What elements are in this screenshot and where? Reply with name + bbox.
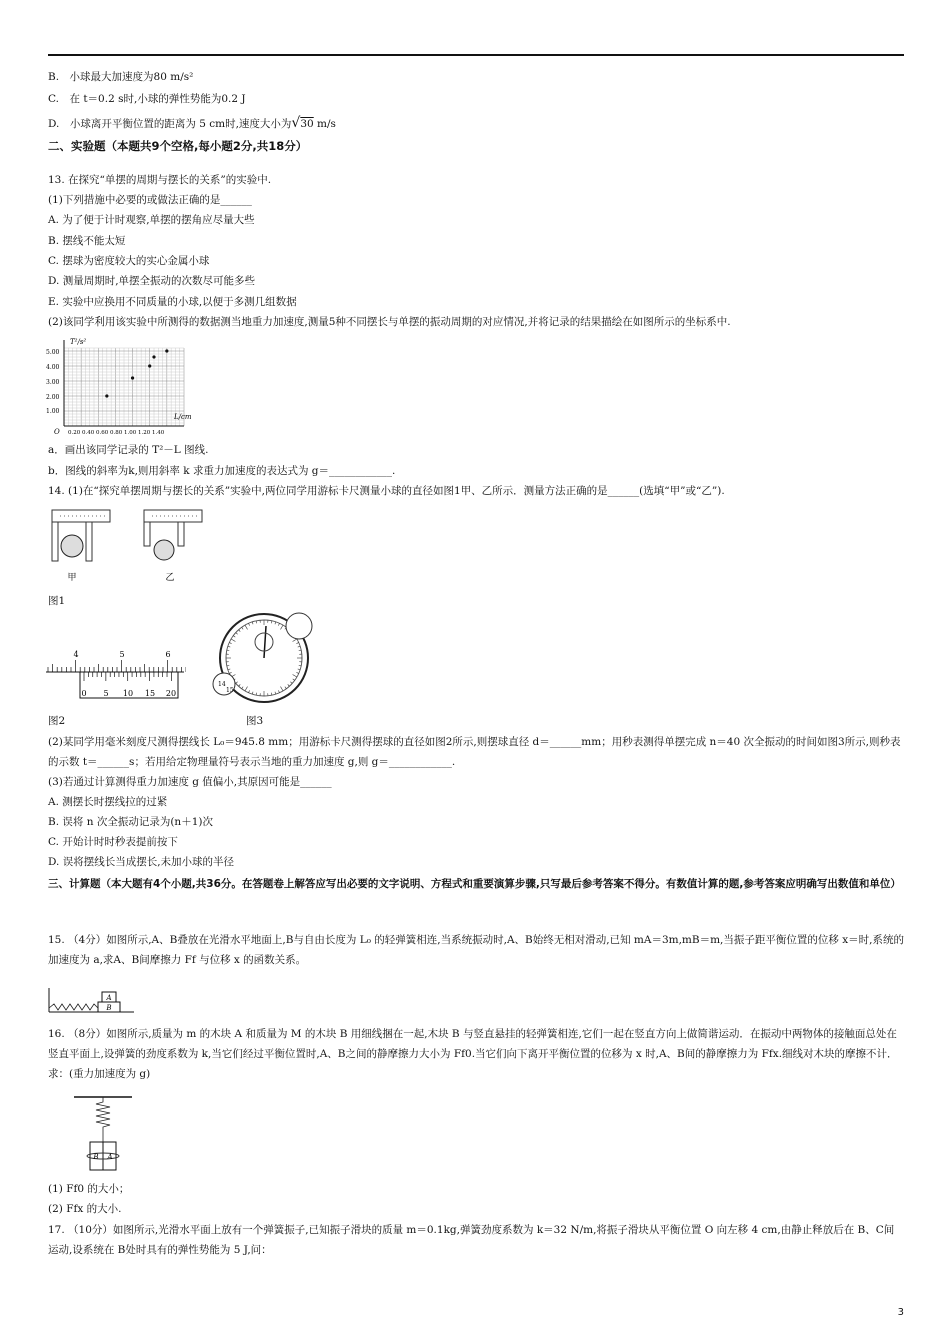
dial-tick	[239, 684, 241, 686]
data-point	[165, 349, 168, 352]
data-point	[152, 355, 155, 358]
main-scale-6: 6	[165, 650, 171, 659]
t2-l-graph	[44, 336, 204, 436]
top-rule	[48, 54, 904, 56]
caliper-yi	[144, 510, 202, 583]
option-b: B. 小球最大加速度为80 m/s²	[48, 71, 194, 83]
caliper-yi-label: 乙	[165, 573, 175, 583]
q14-option-a: A. 测摆长时摆线拉的过紧	[48, 796, 168, 808]
q16-part2: (2) Ffx 的大小.	[48, 1203, 122, 1215]
q16-text: 16. （8分）如图所示,质量为 m 的木块 A 和质量为 M 的木块 B 用细线捆在一起,木块 B 与竖直悬挂的轻弹簧相连,它们一起在竖直方向上做简谐运动．在振动中两物体的接触面总处在竖直平面上,设弹簧的劲度系数为 k,当它们经过平衡位置时,A、B之间的静摩擦力大小为 Ff0.当它们向下离开平衡位置的位移为 x 时,A、B间的静摩擦力为 Ffx.细线对木块的摩擦不计．求：(重力加速度为 g)	[48, 1028, 898, 1080]
q13-option-b: B. 摆线不能太短	[48, 235, 126, 247]
dial-tick	[228, 646, 230, 647]
dial-tick	[239, 630, 241, 632]
q13-option-d: D. 测量周期时,单摆全振动的次数尽可能多些	[48, 275, 256, 287]
dial-tick	[249, 690, 250, 692]
x-ticks: 0.20 0.40 0.60 0.80 1.00 1.20 1.40	[68, 430, 165, 436]
q13-part2: (2)该同学利用该实验中所测得的数据测当地重力加速度,测量5种不同摆长与单摆的振动周期的对应情况,并将记录的结果描绘在如图所示的坐标系中.	[48, 316, 731, 328]
dial-tick	[285, 687, 286, 689]
dial-tick	[293, 639, 297, 642]
sqrt-symbol: √	[291, 115, 301, 131]
dial-tick	[252, 692, 253, 694]
caliper-jia-label: 甲	[67, 573, 77, 583]
zoom-value-14: 14	[218, 681, 226, 688]
dial-tick	[298, 646, 300, 647]
q13-option-c: C. 摆球为密度较大的实心金属小球	[48, 255, 210, 267]
dial-tick	[298, 669, 300, 670]
section-2-title: 二、实验题（本题共9个空格,每小题2分,共18分）	[48, 139, 308, 153]
origin-label: O	[54, 428, 60, 436]
dial-tick	[275, 622, 276, 624]
block-b-label: B	[106, 1004, 112, 1012]
vernier-20: 20	[165, 689, 177, 698]
main-scale-ticks	[48, 660, 186, 672]
y-tick-1: 1.00	[46, 408, 60, 415]
dial-tick	[281, 687, 284, 691]
q14-option-d: D. 误将摆线长当成摆长,未加小球的半径	[48, 856, 235, 868]
q13-a2: a．画出该同学记录的 T²－L 图线.	[48, 444, 209, 456]
dial-tick	[293, 675, 297, 678]
main-scale-4: 4	[73, 650, 79, 659]
q13-part1: (1)下列措施中必要的或做法正确的是______	[48, 194, 252, 206]
vernier-10: 10	[122, 689, 134, 698]
q14-part2: (2)某同学用毫米刻度尺测得摆线长 L₀＝945.8 mm；用游标卡尺测得摆球的直径如图2所示,则摆球直径 d＝______mm；用秒表测得单摆完成 n＝40 次全振动的时间如图3所示,则秒表的示数 t＝______s；若用给定物理量符号表示当地的重力加速度 g,则 g＝____________.	[48, 736, 901, 768]
q14-part1: 14. (1)在“探究单摆周期与摆长的关系”实验中,两位同学用游标卡尺测量小球的直径如图1甲、乙所示．测量方法正确的是______(选填“甲”或“乙”).	[48, 485, 725, 497]
option-d-text: D. 小球离开平衡位置的距离为 5 cm时,速度大小为	[48, 118, 292, 130]
y-tick-2: 2.00	[46, 394, 60, 401]
figure-2-label: 图2	[48, 715, 66, 727]
figure-1-label: 图1	[48, 595, 66, 607]
q17-text: 17. （10分）如图所示,光滑水平面上放有一个弹簧振子,已知振子滑块的质量 m＝0.1kg,弹簧劲度系数为 k＝32 N/m,将振子滑块从平衡位置 O 向左移 4 cm,由静止释放后在 B、C间运动,设系统在 B处时具有的弹性势能为 5 J,问：	[48, 1224, 895, 1256]
block-a-label: A	[106, 994, 112, 1002]
figure-1-calipers	[46, 506, 216, 586]
vernier-0: 0	[81, 689, 87, 698]
y-tick-3: 3.00	[46, 379, 60, 386]
dial-tick	[242, 687, 243, 689]
dial-tick	[296, 643, 298, 644]
dial-tick	[245, 687, 248, 691]
q15-text: 15. （4分）如图所示,A、B叠放在光滑水平地面上,B与自由长度为 L₀ 的轻弹簧相连,当系统振动时,A、B始终无相对滑动,已知 mA＝3m,mB＝m,当振子距平衡位置的位移 x＝时,系统的加速度为 a,求A、B间摩擦力 Ff 与位移 x 的函数关系。	[48, 934, 904, 966]
vernier-ticks	[84, 672, 171, 681]
dial-tick	[245, 625, 248, 629]
figure-3-stopwatch	[204, 606, 334, 710]
q14-option-c: C. 开始计时时秒表提前按下	[48, 836, 178, 848]
data-point	[148, 364, 151, 367]
q14-option-b: B. 误将 n 次全振动记录为(n＋1)次	[48, 816, 213, 828]
figure-2-vernier-scale	[46, 648, 186, 704]
option-d-unit: m/s	[313, 118, 336, 130]
q13-b2: b．图线的斜率为k,则用斜率 k 求重力加速度的表达式为 g＝____________.	[48, 465, 396, 477]
option-d	[48, 116, 336, 131]
q14-part3: (3)若通过计算测得重力加速度 g 值偏小,其原因可能是______	[48, 776, 332, 788]
dial-tick	[296, 672, 298, 673]
q16-part1: (1) Ff0 的大小；	[48, 1183, 130, 1195]
option-c: C. 在 t＝0.2 s时,小球的弹性势能为0.2 J	[48, 93, 246, 105]
dial-tick	[252, 622, 253, 624]
x-axis-label: L/cm	[174, 413, 192, 421]
y-tick-5: 5.00	[46, 349, 60, 356]
q13-option-a: A. 为了便于计时观察,单摆的摆角应尽量大些	[48, 214, 255, 226]
zoom-value-15: 15	[226, 687, 234, 694]
data-point	[105, 394, 108, 397]
y-tick-4: 4.00	[46, 364, 60, 371]
vernier-5: 5	[103, 689, 109, 698]
data-point	[131, 376, 134, 379]
graph-grid	[64, 348, 184, 426]
y-axis-label: T²/s²	[70, 338, 87, 346]
dial-tick	[290, 682, 292, 684]
dial-tick	[278, 690, 279, 692]
zoom-top	[286, 613, 312, 639]
stopwatch-hand	[264, 626, 266, 658]
dial-tick	[275, 692, 276, 694]
sqrt-radicand: 30	[300, 118, 314, 130]
dial-tick	[293, 679, 295, 680]
q13-stem: 13. 在探究“单摆的周期与摆长的关系”的实验中.	[48, 174, 272, 186]
vernier-15: 15	[144, 689, 156, 698]
dial-tick	[242, 627, 243, 629]
main-scale-5: 5	[119, 650, 125, 659]
dial-tick	[236, 682, 238, 684]
dial-tick	[278, 623, 279, 625]
hanging-spring	[96, 1097, 110, 1142]
dial-tick	[229, 643, 231, 644]
dial-tick	[228, 669, 230, 670]
dial-tick	[236, 633, 238, 635]
dial-tick	[249, 623, 250, 625]
page-number: 3	[897, 1307, 904, 1318]
dial-tick	[288, 684, 290, 686]
section-3-title: 三、计算题（本大题有4个小题,共36分。在答题卷上解答应写出必要的文字说明、方程式和重要演算步骤,只写最后参考答案不得分。有数值计算的题,参考答案应明确写出数值和单位）	[48, 878, 901, 890]
dial-tick	[281, 625, 284, 629]
caliper-jia	[52, 510, 110, 583]
q16-block-a-label: A	[107, 1153, 113, 1161]
q15-figure	[46, 984, 136, 1016]
q16-block-b-label: B	[93, 1153, 99, 1161]
dial-tick	[229, 672, 231, 673]
dial-tick	[233, 636, 235, 637]
figure-3-label: 图3	[246, 715, 264, 727]
dial-tick	[231, 639, 235, 642]
spring	[49, 1004, 98, 1010]
q16-figure	[68, 1094, 138, 1174]
q13-option-e: E. 实验中应换用不同质量的小球,以便于多测几组数据	[48, 296, 297, 308]
